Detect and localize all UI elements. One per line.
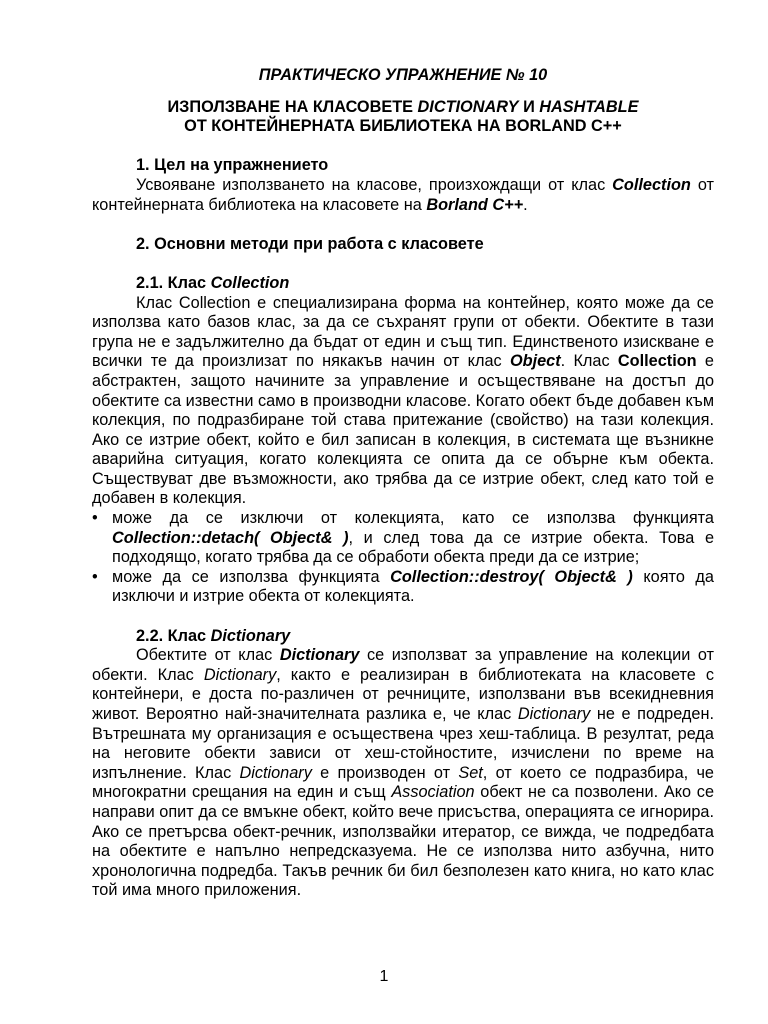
section-2-1-heading: 2.1. Клас Collection [136, 273, 290, 292]
page-number: 1 [379, 968, 389, 985]
list-item: • може да се изключи от колекцията, като се използва функцията Collection::detach( Object& ), и след това да се изтрие обекта. Това е подходящо, когато трябва да се обработи обекта преди да се изтрие; [92, 509, 714, 568]
section-1-paragraph: Усвояване използването на класове, произхождащи от клас Collection от контейнерната библиотека на класовете на Borland C++. [92, 175, 714, 214]
subtitle-line-2: ОТ КОНТЕЙНЕРНАТА БИБЛИОТЕКА НА BORLAND C++ [184, 117, 622, 136]
section-2-1-paragraph: Клас Collection е специализирана форма на контейнер, която може да се използва като базов клас, за да се съхранят групи от обекти. Обектите в тази група не е задължително да бъдат от един и същ тип. Единственото изискване е всички те да произлизат по някакъв начин от клас Object. Клас Collection е абстрактен, защото начините за управление и осъществяване на достъп до обектите са известни само в производни класове. Когато обект бъде добавен към колекция, по подразбиране той става притежание (свойство) на тази колекция. Ако се изтрие обект, който е бил записан в колекция, в системата ще възникне аварийна ситуация, когато колекцията се опита да се обърне към обекта. Съществуват две възможности, ако трябва да се изтрие обект, след като той е добавен в колекция. [92, 293, 715, 508]
section-2-2-paragraph: Обектите от клас Dictionary се използват за управление на колекции от обекти. Клас Dictionary, както е реализиран в библиотеката на класовете с контейнери, е доста по-различен от речниците, използвани във всекидневния живот. Вероятно най-значителната разлика е, че клас Dictionary не е подреден. Вътрешната му организация е осъществена чрез хеш-таблица. В резултат, реда на неговите обекти зависи от хеш-стойностите, изчислени по време на изпълнение. Клас Dictionary е производен от Set, от което се подразбира, че многократни срещания на един и същ Association обект не са позволени. Ако се направи опит да се вмъкне обект, който вече присъства, операцията се игнорира. Ако се претърсва обект-речник, използвайки итератор, се вижда, че подредбата на обектите е напълно непредсказуема. Не се използва нито азбучна, нито хронологична подредба. Такъв речник би бил безполезен като книга, но като клас той има много приложения. [92, 646, 715, 900]
page-title: ПРАКТИЧЕСКО УПРАЖНЕНИЕ № 10 [258, 66, 548, 84]
section-1-heading: 1. Цел на упражнението [136, 156, 329, 175]
document-page [92, 66, 714, 901]
list-item: • може да се използва функцията Collection::destroy( Object& ) която да изключи и изтрие обекта от колекцията. [92, 568, 714, 607]
bullet-list [92, 509, 714, 607]
subtitle-line-1: ИЗПОЛЗВАНЕ НА КЛАСОВЕТЕ DICTIONARY И HASHTABLE [167, 97, 639, 116]
section-2-heading: 2. Основни методи при работа с класовете [136, 234, 484, 253]
section-2-2-heading: 2.2. Клас Dictionary [136, 626, 291, 645]
